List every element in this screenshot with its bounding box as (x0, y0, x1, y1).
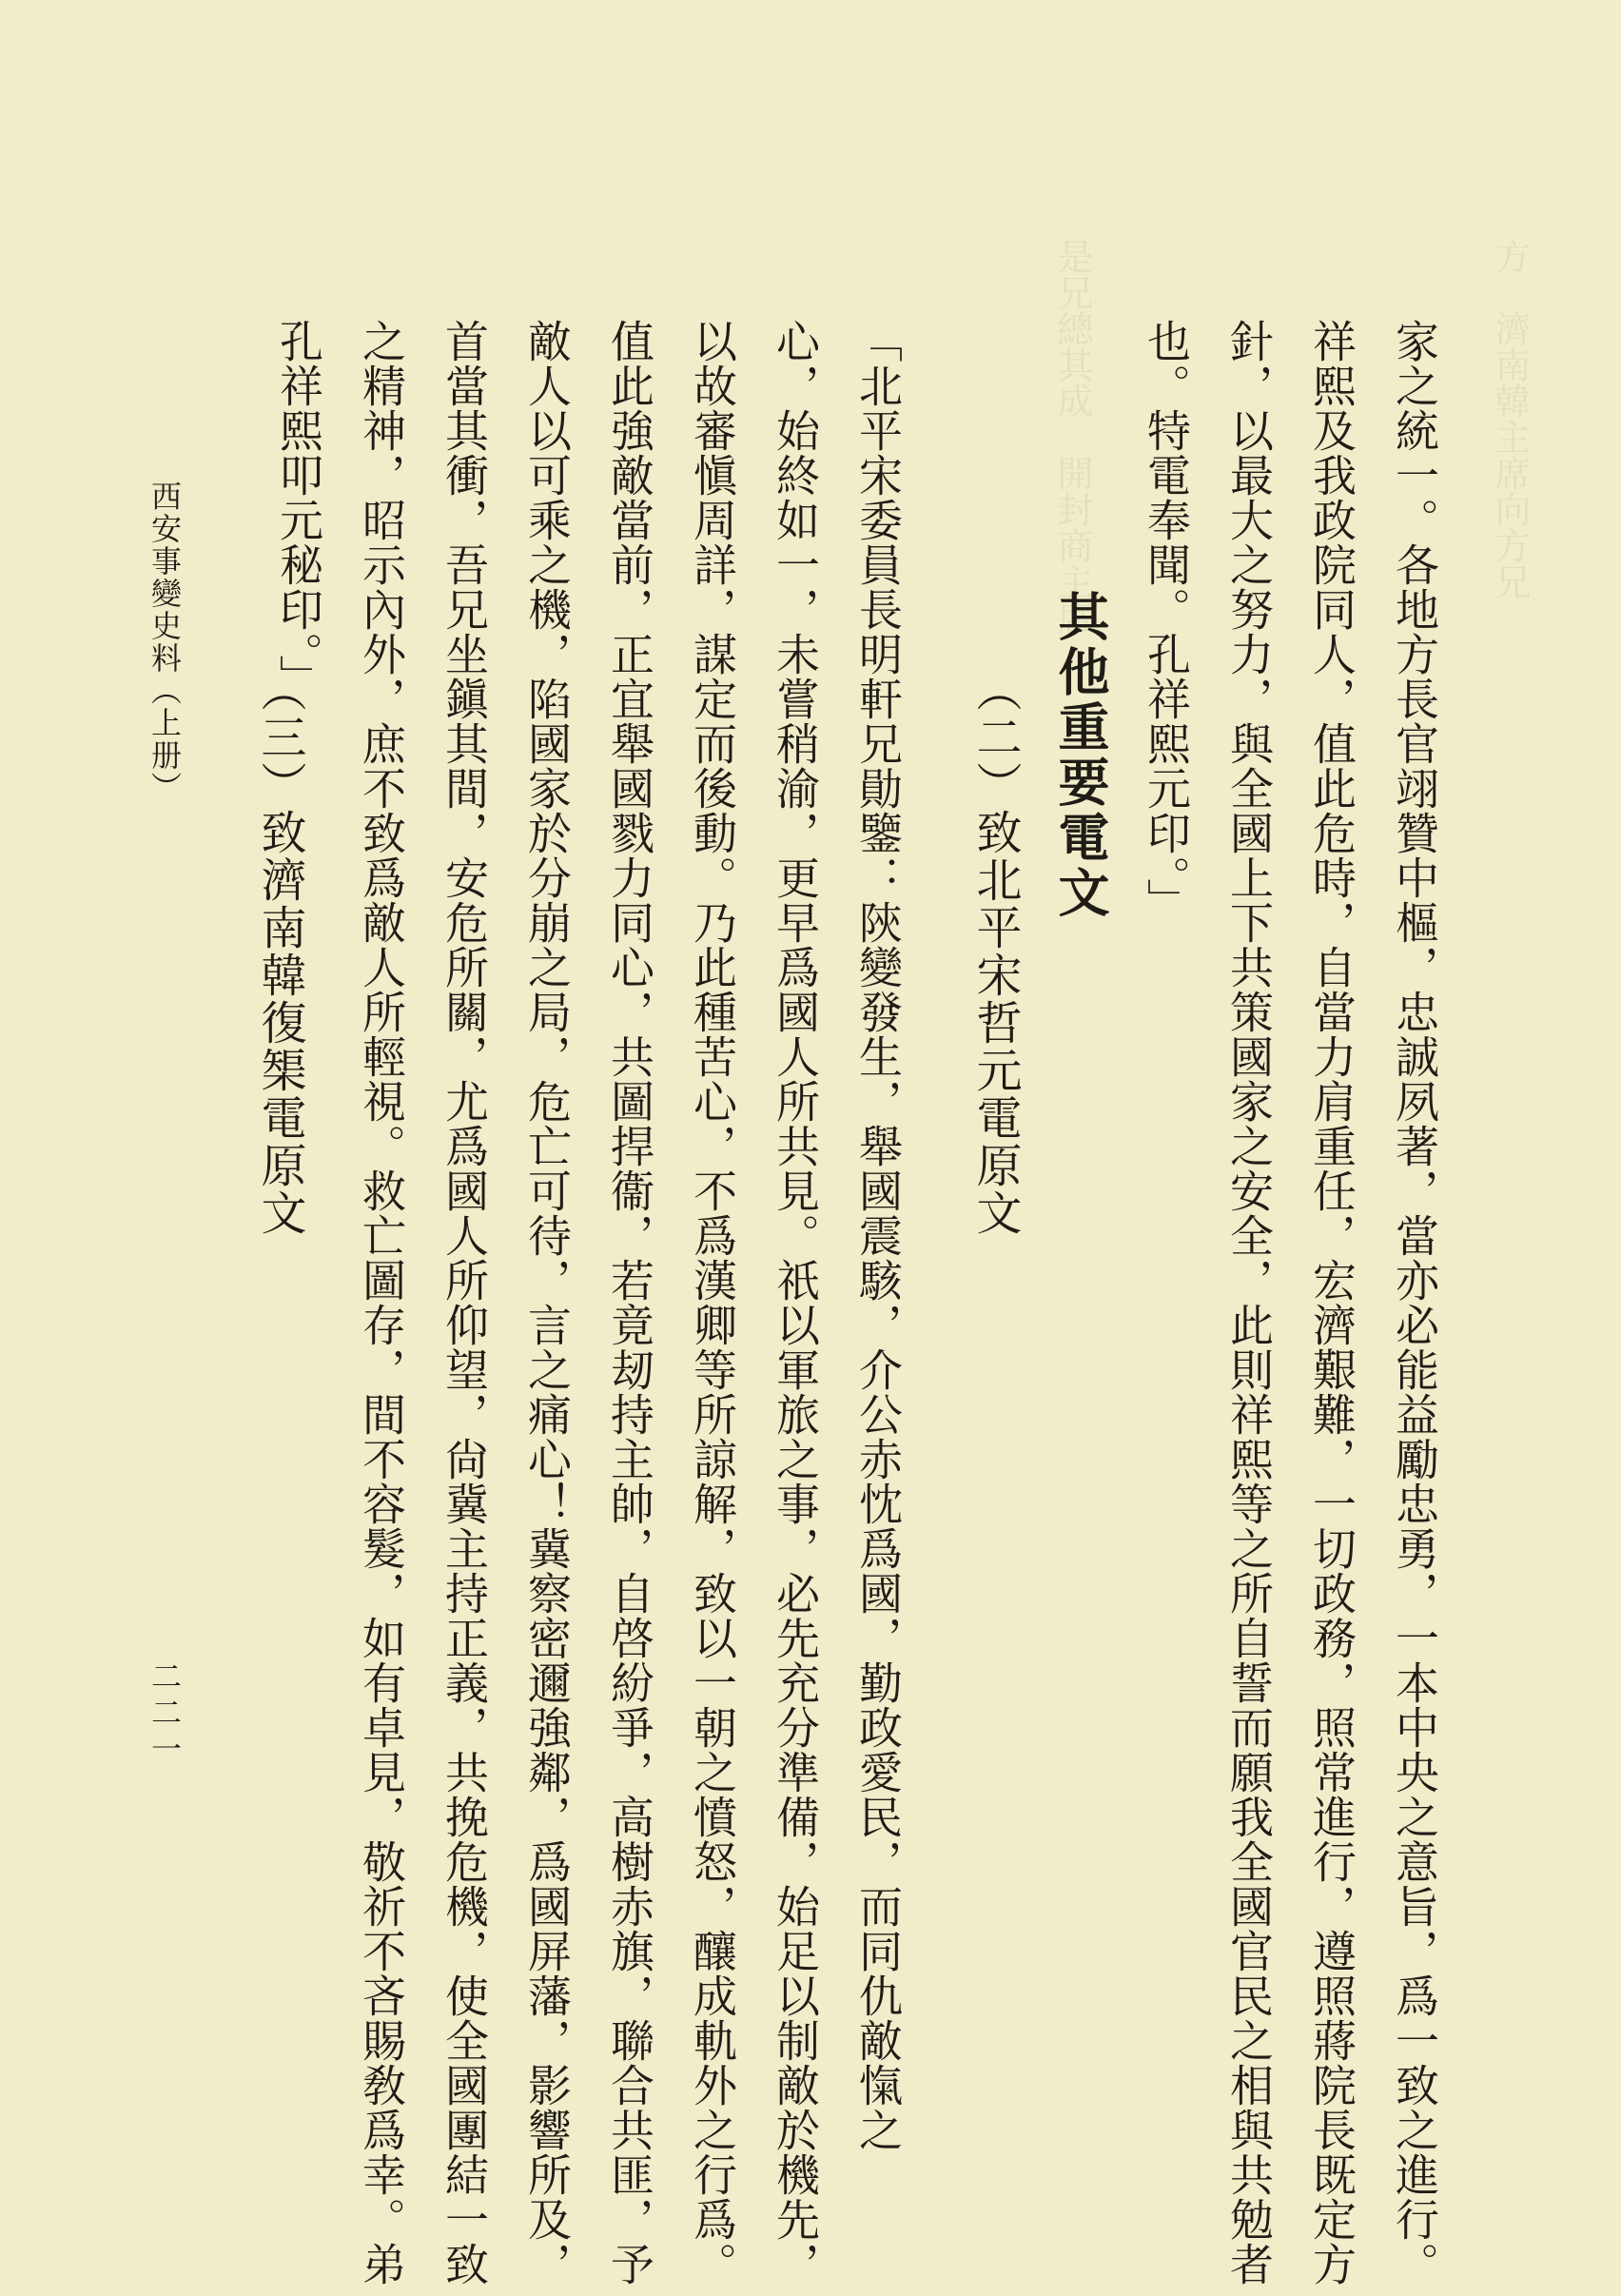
show-through-texture: 方 濟南韓主席向方兄 (1489, 238, 1531, 599)
text-column-11: 之精神，昭示內外，庶不致爲敵人所輕視。救亡圖存，間不容髮，如有卓見，敬祈不吝賜敎爲幸。弟 (356, 319, 407, 2286)
section-title: 其他重要電文 (1050, 590, 1111, 921)
text-column-3: 針，以最大之努力，與全國上下共策國家之安全，此則祥熙等之所自誓而願我全國官民之相與共勉者 (1223, 319, 1275, 2286)
text-column-5: 「北平宋委員長明軒兄勛鑒：陝變發生，舉國震駭，介公赤忱爲國，勤政愛民，而同仇敵愾之 (852, 319, 904, 2152)
text-column-2: 祥熙及我政院同人，值此危時，自當力肩重任，宏濟艱難，一切政務，照常進行，遵照蔣院長既定方 (1306, 319, 1357, 2286)
telegram-heading-2: （二）致北平宋哲元電原文 (968, 666, 1022, 1237)
text-column-8: 值此強敵當前，正宜舉國戮力同心，共圖捍衞，若竟刼持主帥，自啓紛爭，高樹赤旗，聯合共匪，予 (604, 319, 655, 2286)
text-column-4: 也。特電奉聞。孔祥熙元印。」 (1141, 319, 1192, 923)
book-title-footer: 西安事變史料（上册） (146, 481, 183, 804)
text-column-9: 敵人以可乘之機，陷國家於分崩之局，危亡可待，言之痛心！冀察密邇強鄰，爲國屏藩，影響所及， (521, 319, 573, 2286)
text-column-6: 心，始終如一，未嘗稍渝，更早爲國人所共見。祇以軍旅之事，必先充分準備，始足以制敵於機先， (770, 319, 821, 2286)
text-column-10: 首當其衝，吾兄坐鎭其間，安危所關，尤爲國人所仰望，尙冀主持正義，共挽危機，使全國團結一致 (439, 319, 490, 2286)
telegram-heading-3: （三）致濟南韓復榘電原文 (253, 666, 306, 1237)
page-number: 二二一 (146, 1660, 183, 1769)
show-through-texture: 是兄總其成 開封商主席 (1051, 238, 1093, 636)
text-column-12: 孔祥熙叩元秘印。」 (273, 319, 324, 699)
text-column-7: 以故審愼周詳，謀定而後動。乃此種苦心，不爲漢卿等所諒解，致以一朝之憤怒，釀成軌外之行爲。 (687, 319, 738, 2286)
text-column-1: 家之統一。各地方長官翊贊中樞，忠誠夙著，當亦必能益勵忠勇，一本中央之意旨，爲一致之進行。 (1389, 319, 1440, 2286)
